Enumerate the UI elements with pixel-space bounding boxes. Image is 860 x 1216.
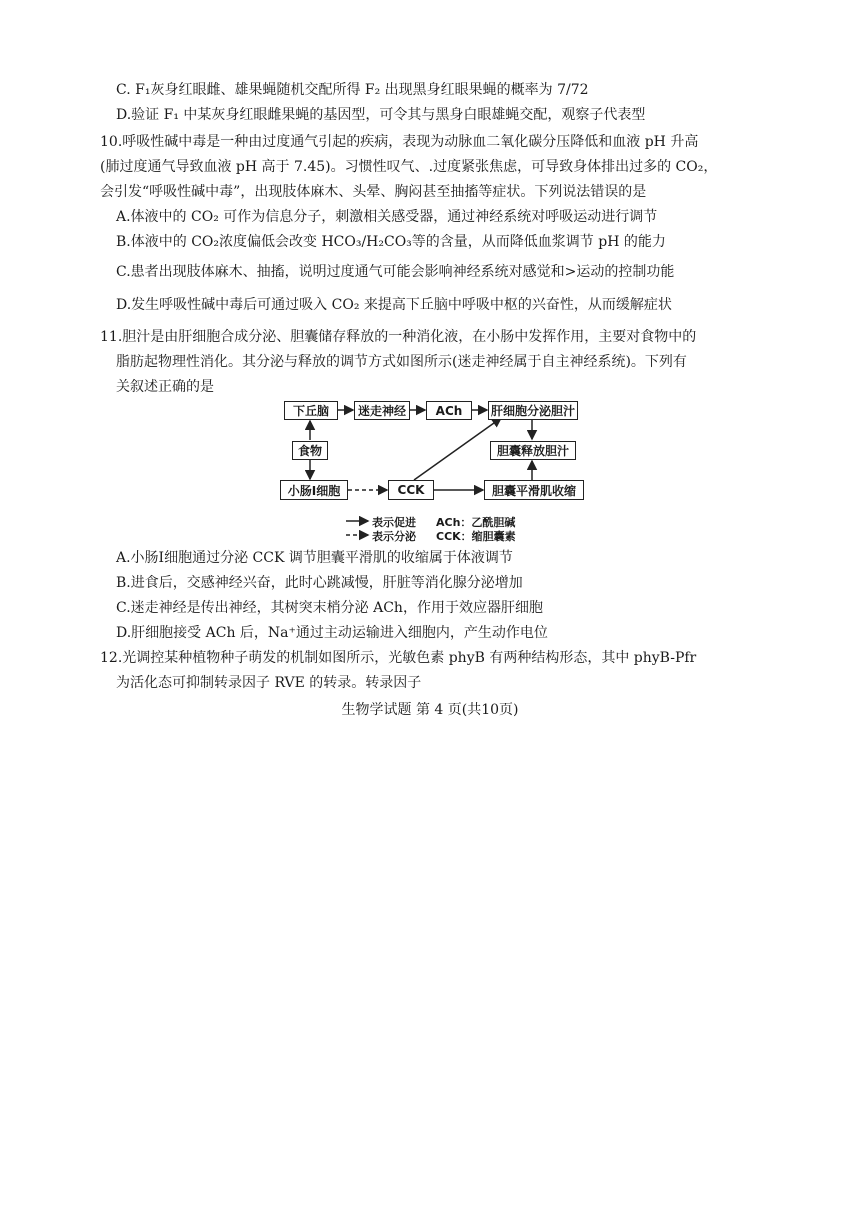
option-11a: A.小肠Ⅰ细胞通过分泌 CCK 调节胆囊平滑肌的收缩属于体液调节 — [116, 550, 513, 566]
option-10c: C.患者出现肢体麻木、抽搐，说明过度通气可能会影响神经系统对感觉和>运动的控制功能 — [116, 264, 675, 280]
question-12-stem-2: 为活化态可抑制转录因子 RVE 的转录。转录因子 — [116, 675, 422, 691]
box-liver: 肝细胞分泌胆汁 — [488, 401, 578, 420]
legend-secrete: 表示分泌 — [372, 530, 416, 543]
box-food: 食物 — [292, 441, 328, 460]
question-12-stem-1: 12.光调控某种植物种子萌发的机制如图所示，光敏色素 phyB 有两种结构形态，其中 phyB-Pfr — [100, 650, 697, 666]
option-10b: B.体液中的 CO₂浓度偏低会改变 HCO₃/H₂CO₃等的含量，从而降低血浆调节 pH 的能力 — [116, 234, 666, 250]
box-vagus: 迷走神经 — [354, 401, 410, 420]
box-cck: CCK — [388, 480, 434, 500]
option-10d: D.发生呼吸性碱中毒后可通过吸入 CO₂ 来提高下丘脑中呼吸中枢的兴奋性，从而缓解症状 — [116, 297, 672, 313]
box-muscle: 胆囊平滑肌收缩 — [484, 480, 584, 500]
question-11-stem-3: 关叙述正确的是 — [116, 379, 214, 395]
legend-cck: CCK：缩胆囊素 — [436, 530, 516, 543]
option-11c: C.迷走神经是传出神经，其树突末梢分泌 ACh，作用于效应器肝细胞 — [116, 600, 543, 616]
legend-promote: 表示促进 — [372, 516, 416, 529]
option-11b: B.进食后，交感神经兴奋，此时心跳减慢，肝脏等消化腺分泌增加 — [116, 575, 523, 591]
box-hypothalamus: 下丘脑 — [284, 401, 338, 420]
arrow-cck-liver — [414, 418, 501, 480]
box-ach: ACh — [426, 401, 472, 420]
option-9c: C. F₁灰身红眼雌、雄果蝇随机交配所得 F₂ 出现黑身红眼果蝇的概率为 7/72 — [116, 82, 589, 98]
option-11d: D.肝细胞接受 ACh 后，Na⁺通过主动运输进入细胞内，产生动作电位 — [116, 625, 548, 641]
box-intestine: 小肠I细胞 — [280, 480, 348, 500]
question-11-stem-2: 脂肪起物理性消化。其分泌与释放的调节方式如图所示(迷走神经属于自主神经系统)。下列有 — [116, 354, 687, 370]
box-release: 胆囊释放胆汁 — [490, 441, 576, 460]
option-10a: A.体液中的 CO₂ 可作为信息分子，刺激相关感受器，通过神经系统对呼吸运动进行调节 — [116, 209, 658, 225]
page-footer: 生物学试题 第 4 页(共10页) — [341, 702, 519, 718]
regulation-diagram — [276, 396, 596, 544]
option-9d: D.验证 F₁ 中某灰身红眼雌果蝇的基因型，可令其与黑身白眼雄蝇交配，观察子代表型 — [116, 107, 646, 123]
question-10-stem-2: (肺过度通气导致血液 pH 高于 7.45)。习惯性叹气、.过度紧张焦虑，可导致身体排出过多的 CO₂， — [100, 159, 718, 175]
question-10-stem-3: 会引发“呼吸性碱中毒”，出现肢体麻木、头晕、胸闷甚至抽搐等症状。下列说法错误的是 — [100, 184, 647, 200]
question-11-stem-1: 11.胆汁是由肝细胞合成分泌、胆囊储存释放的一种消化液，在小肠中发挥作用，主要对食物中的 — [100, 329, 697, 345]
question-10-stem-1: 10.呼吸性碱中毒是一种由过度通气引起的疾病，表现为动脉血二氧化碳分压降低和血液 pH 升高 — [100, 134, 699, 150]
legend-ach: ACh：乙酰胆碱 — [436, 516, 516, 529]
